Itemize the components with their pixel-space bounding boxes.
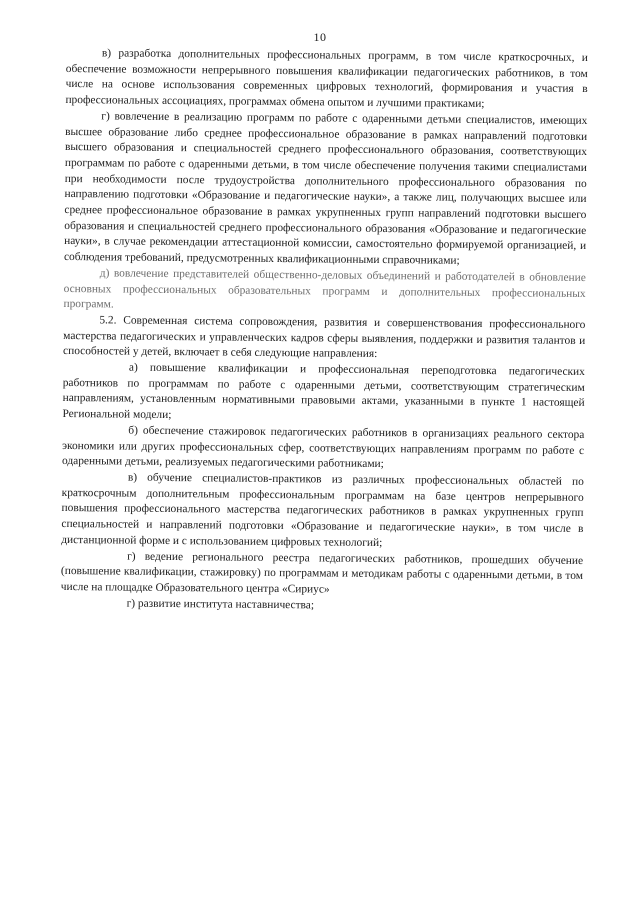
- paragraph-p8: г) ведение регионального реестра педагогических работников, прошедших обучение (повышение квалификации, стажировку) по программам и методикам работы с одаренными детьми, в том числе на площадке Образовательного центра «Сириус»: [60, 550, 584, 596]
- paragraph-p4: 5.2. Современная система сопровождения, развития и совершенствования профессионального мастерства педагогических и управленческих кадров сферы выявления, поддержки и развития талантов и способностей у детей, включает в себя следующие направления:: [63, 314, 586, 361]
- paragraph-p7: в) обучение специалистов-практиков из различных профессиональных областей по краткосрочным дополнительным профессиональным программам на базе центров непрерывного повышения профессионального мастерства педагогических работников в рамках укрупненных групп специальностей и направлений подготовки «Образование и педагогические науки», в том числе в дистанционной форме и с использованием цифровых технологий;: [61, 471, 584, 549]
- paragraph-p1: в) разработка дополнительных профессиональных программ, в том числе краткосрочных, и обеспечение возможности непрерывного повышения квалификации педагогических работников, в том числе на основе использования современных цифровых технологий, формирования и участия в профессиональных ассоциациях, программах обмена опытом и лучшими практиками;: [65, 47, 588, 111]
- page-number: 10: [313, 30, 327, 44]
- paragraph-p3: д) вовлечение представителей общественно-деловых объединений и работодателей в обновление основных профессиональных образовательных программ и дополнительных профессиональных программ.: [63, 267, 586, 311]
- paragraph-p2: г) вовлечение в реализацию программ по работе с одаренными детьми специалистов, имеющих высшее образование либо среднее профессиональное образование в рамках направлений подготовки высшего образования и специальностей среднего профессионального образования, соответствующих программам по работе с одаренными детьми, в том числе обеспечение получения такими специалистами при необходимости после трудоустройства дополнительного профессионального образования по направлению подготовки «Образование и педагогические науки», а также лиц, получающих высшее или среднее профессиональное образование в рамках укрупненных групп направлений подготовки высшего образования и специальностей среднего профессионального образования «Образование и педагогические науки», в случае рекомендации аттестационной комиссии, самостоятельно формируемой организацией, и соблюдения требований, предусмотренных квалификационными справочниками;: [63, 110, 588, 267]
- paragraph-p5: а) повышение квалификации и профессиональная переподготовка педагогических работников по программам по работе с одаренными детьми, соответствующим стратегическим направлениям, установленным нормативными правовыми актами, указанными в пункте 1 настоящей Региональной модели;: [62, 361, 585, 422]
- paragraph-p9: г) развитие института наставничества;: [126, 597, 315, 612]
- paragraph-p6: б) обеспечение стажировок педагогических работников в организациях реального сектора экономики или других профессиональных сфер, соответствующих направлениям программ по работе с одаренными детьми, реализуемых педагогическими работниками;: [61, 424, 585, 471]
- document-body: [61, 46, 588, 616]
